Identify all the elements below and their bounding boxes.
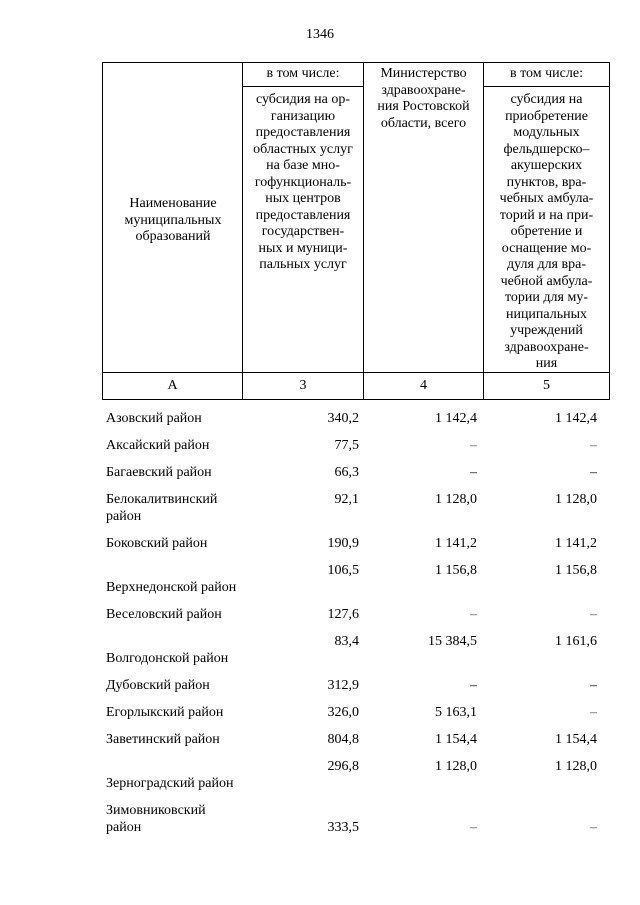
table-row [106,748,599,792]
row-name: Егорлыкский район [106,705,224,720]
row-name: Верхнедонской район [106,580,237,595]
row-value-col-3: 296,8 [327,759,359,774]
header-col-3-text: субсидия на ор- ганизацию предоставления областных услуг на базе мно- гофункциональ- ных центров предоставления государствен- ных и муници- пальных услуг [253,92,353,272]
header-group-divider-5 [483,86,610,87]
row-name: Аксайский район [106,438,210,453]
row-value-col-4: 1 154,4 [435,732,477,747]
row-value-col-3: 127,6 [327,607,359,622]
row-value-col-3: 106,5 [327,563,359,578]
table-row [106,427,599,454]
row-value-col-5: 1 128,0 [555,759,597,774]
table-row [106,596,599,623]
row-name: Веселовский район [106,607,222,622]
row-value-col-3: 326,0 [327,705,359,720]
row-value-col-3: 92,1 [334,492,359,507]
row-value-col-3: 190,9 [327,536,359,551]
page-number: 1346 [306,27,334,42]
header-index-4: 4 [420,378,427,393]
table-row [106,481,599,525]
row-name: Зерноградский район [106,776,234,791]
header-col-4-text: Министерство здравоохране- ния Ростовской области, всего [377,66,470,131]
row-value-col-3: 312,9 [327,678,359,693]
header-vline-left [102,62,103,400]
row-name: Боковский район [106,536,208,551]
row-value-col-4: – [470,438,477,453]
row-value-col-4: 1 141,2 [435,536,477,551]
row-name: Зимовниковский район [106,803,206,835]
row-value-col-5: – [590,607,597,622]
row-value-col-5: 1 142,4 [555,411,597,426]
row-value-col-4: – [470,678,477,693]
row-value-col-4: – [470,820,477,835]
table-row [106,694,599,721]
row-value-col-5: 1 154,4 [555,732,597,747]
row-value-col-3: 77,5 [334,438,359,453]
header-col-a: Наименование муниципальных образований [124,196,222,244]
row-value-col-4: 1 142,4 [435,411,477,426]
table-row [106,525,599,552]
row-value-col-3: 83,4 [334,634,359,649]
row-value-col-5: – [590,438,597,453]
row-value-col-5: – [590,705,597,720]
row-name: Волгодонской район [106,651,229,666]
row-value-col-4: 5 163,1 [435,705,477,720]
header-index-3: 3 [299,378,307,393]
row-name: Дубовский район [106,678,210,693]
row-value-col-3: 804,8 [327,732,359,747]
table-row [106,667,599,694]
header-index-a: А [167,378,178,393]
row-value-col-4: 1 156,8 [435,563,477,578]
row-name: Азовский район [106,411,202,426]
table-row [106,721,599,748]
table-row [106,792,599,836]
row-value-col-5: – [590,678,597,693]
row-name: Белокалитвинский район [106,492,218,524]
table-row [106,623,599,667]
header-col-3-group: в том числе: [266,66,340,81]
row-value-col-4: 1 128,0 [435,492,477,507]
row-value-col-4: 15 384,5 [428,634,477,649]
header-top-border [102,62,610,63]
header-col-5-text: субсидия на приобретение модульных фельдшерско– акушерских пунктов, вра- чебных амбула- торий и на при- обретение и оснащение мо- дуля для вра- чебной амбула- тории для му- ниципальных учреждений здравоохране- ния [499,92,594,371]
row-value-col-5: 1 156,8 [555,563,597,578]
row-name: Багаевский район [106,465,212,480]
row-value-col-5: 1 141,2 [555,536,597,551]
header-vline-right [609,62,610,400]
row-name: Заветинский район [106,732,220,747]
header-index-5: 5 [543,378,550,393]
row-value-col-4: 1 128,0 [435,759,477,774]
table-row [106,552,599,596]
row-value-col-3: 340,2 [327,411,359,426]
table-body [106,397,599,836]
row-value-col-4: – [470,465,477,480]
row-value-col-4: – [470,607,477,622]
row-value-col-5: 1 128,0 [555,492,597,507]
row-value-col-3: 66,3 [334,465,359,480]
row-value-col-5: – [590,820,597,835]
table-row [106,397,599,427]
row-value-col-3: 333,5 [327,820,359,835]
row-value-col-5: 1 161,6 [555,634,597,649]
header-col-5-group: в том числе: [510,66,583,81]
header-group-divider-3 [242,86,363,87]
row-value-col-5: – [590,465,597,480]
table-row [106,454,599,481]
